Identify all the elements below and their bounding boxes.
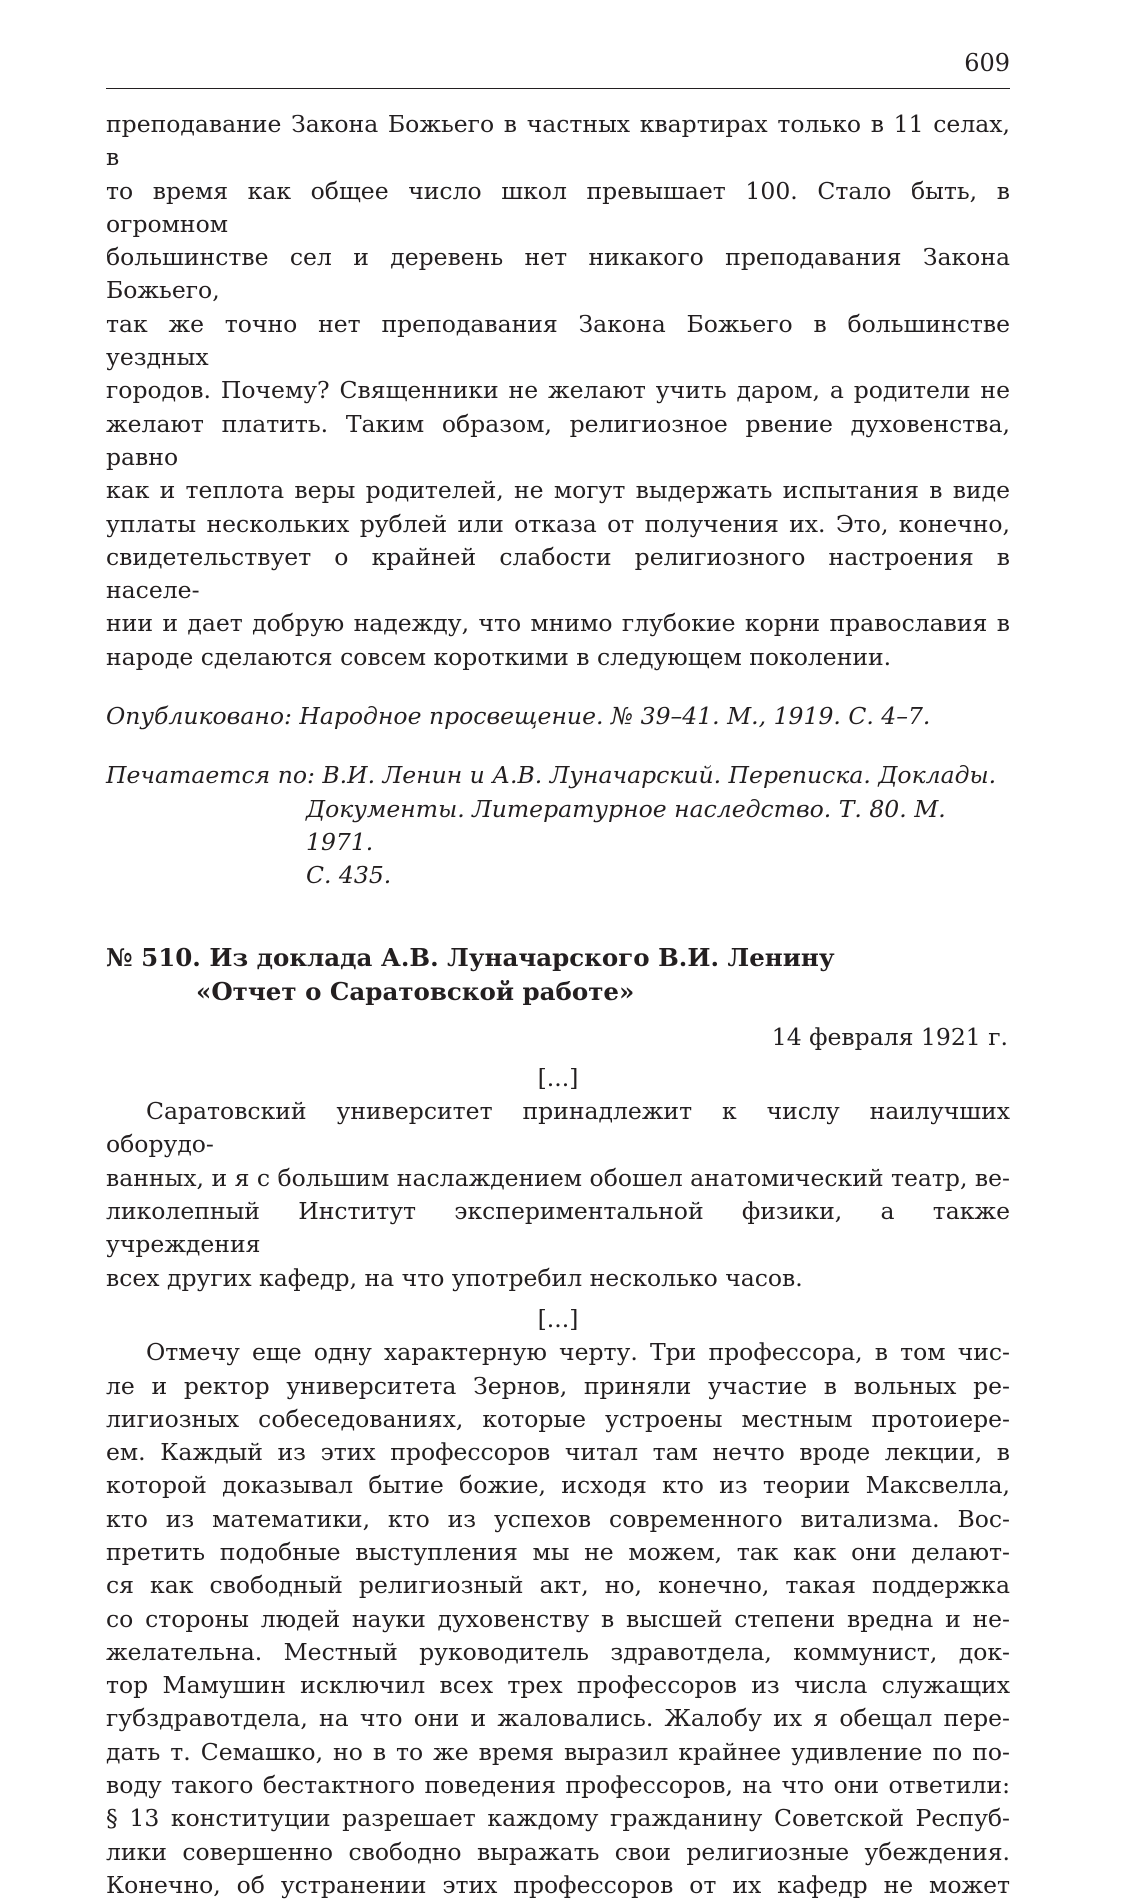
intro-paragraph (106, 108, 1010, 674)
text-line: § 13 конституции разрешает каждому гражданину Советской Респуб- (106, 1804, 1010, 1833)
text-line: ликолепный Институт экспериментальной физики, а также учреждения (106, 1197, 1010, 1259)
text-line: губздравотдела, на что они и жаловались. Жалобу их я обещал пере- (106, 1704, 1010, 1733)
document-title (106, 941, 1010, 1009)
text-line: тор Мамушин исключил всех трех профессоров из числа служащих (106, 1671, 1010, 1700)
text-line: желают платить. Таким образом, религиозное рвение духовенства, равно (106, 409, 1010, 471)
printed-line-2: Документы. Литературное наследство. Т. 80. М. 1971. (306, 794, 946, 856)
text-line: как и теплота веры родителей, не могут выдержать испытания в виде (106, 476, 1010, 505)
text-line: то время как общее число школ превышает 100. Стало быть, в огромном (106, 176, 1010, 238)
document-date: 14 февраля 1921 г. (771, 1022, 1008, 1051)
paragraph-university (106, 1095, 1010, 1295)
text-line: большинстве сел и деревень нет никакого преподавания Закона Божьего, (106, 243, 1010, 305)
printed-line-1: В.И. Ленин и А.В. Луначарский. Переписка. Доклады. (322, 761, 997, 790)
text-line: претить подобные выступления мы не можем, так как они делают- (106, 1537, 1010, 1566)
text-line: со стороны людей науки духовенству в высшей степени вредна и не- (106, 1604, 1010, 1633)
text-line: народе сделаются совсем короткими в следующем поколении. (106, 642, 892, 671)
text-line: всех других кафедр, на что употребил несколько часов. (106, 1263, 803, 1292)
text-line: ся как свободный религиозный акт, но, конечно, такая поддержка (106, 1571, 1010, 1600)
text-line: дать т. Семашко, но в то же время выразил крайнее удивление по по- (106, 1737, 1010, 1766)
text-line: городов. Почему? Священники не желают учить даром, а родители не (106, 376, 1010, 405)
document-title-line-2: «Отчет о Саратовской работе» (196, 976, 635, 1006)
text-line: Отмечу еще одну характерную черту. Три профессора, в том чис- (146, 1338, 1010, 1367)
printed-source (106, 759, 1010, 892)
text-line: Саратовский университет принадлежит к числу наилучших оборудо- (106, 1097, 1010, 1159)
omission-mark: [...] (537, 1304, 579, 1333)
text-line: Конечно, об устранении этих профессоров от их кафедр не может (106, 1870, 1010, 1899)
text-line: ем. Каждый из этих профессоров читал там нечто вроде лекции, в (106, 1438, 1010, 1467)
printed-line-3: С. 435. (306, 861, 392, 890)
document-title-line-1: № 510. Из доклада А.В. Луначарского В.И. Ленину (106, 942, 835, 972)
text-line: преподавание Закона Божьего в частных квартирах только в 11 селах, в (106, 110, 1010, 172)
text-line: желательна. Местный руководитель здравотдела, коммунист, док- (106, 1637, 1010, 1666)
text-line: ле и ректор университета Зернов, приняли участие в вольных ре- (106, 1371, 1010, 1400)
omission-mark: [...] (537, 1063, 579, 1092)
text-line: свидетельствует о крайней слабости религиозного настроения в населе- (106, 542, 1010, 605)
printed-label: Печатается по: (106, 761, 315, 790)
text-line: нии и дает добрую надежду, что мнимо глубокие корни православия в (106, 609, 1010, 638)
text-line: ванных, и я с большим наслаждением обошел анатомический театр, ве- (106, 1163, 1010, 1192)
text-line: лигиозных собеседованиях, которые устроены местным протоиере- (106, 1404, 1010, 1433)
text-line: уплаты нескольких рублей или отказа от получения их. Это, конечно, (106, 509, 1010, 538)
text-line: лики совершенно свободно выражать свои религиозные убеждения. (106, 1837, 1010, 1866)
page-number: 609 (964, 49, 1010, 77)
text-line: кто из математики, кто из успехов современного витализма. Вос- (106, 1504, 1010, 1533)
header-rule (106, 88, 1010, 89)
text-line: так же точно нет преподавания Закона Божьего в большинстве уездных (106, 309, 1010, 372)
paragraph-professors (106, 1336, 1010, 1902)
published-source: Опубликовано: Народное просвещение. № 39–41. М., 1919. С. 4–7. (106, 702, 931, 731)
text-line: которой доказывал бытие божие, исходя кто из теории Максвелла, (106, 1471, 1010, 1500)
page-content (106, 108, 1010, 1902)
text-line: воду такого бестактного поведения профессоров, на что они ответили: (106, 1771, 1010, 1800)
